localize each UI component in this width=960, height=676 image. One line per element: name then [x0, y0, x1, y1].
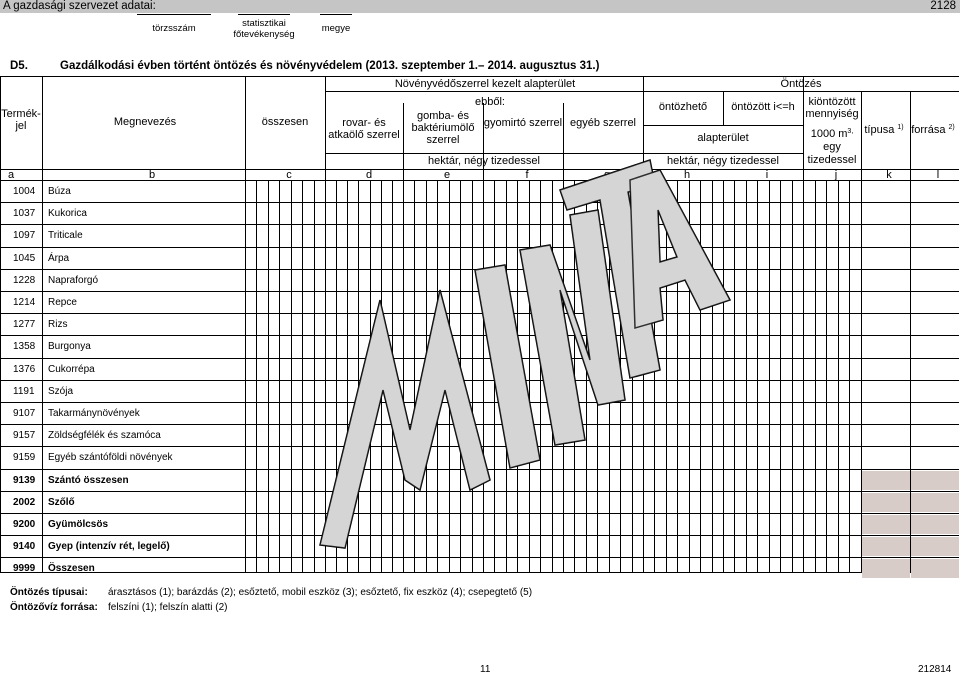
row-name: Cukorrépa [48, 364, 95, 375]
row-code: 9139 [13, 475, 36, 486]
row-code: 9107 [13, 408, 36, 419]
header-of-which: ebből: [475, 96, 505, 108]
header-irrigated: öntözött i<=h [731, 101, 795, 113]
row-name: Gyümölcsös [48, 519, 109, 530]
row-name: Szója [48, 386, 74, 397]
header-water-amount: kiöntözött mennyiség [805, 96, 859, 120]
row-name: Repce [48, 297, 77, 308]
header-irrigation-group: Öntözés [780, 78, 822, 90]
row-code: 9200 [13, 519, 36, 530]
row-code: 1004 [13, 186, 36, 197]
header-irrigation-unit: hektár, négy tizedessel [667, 155, 779, 167]
header-type: típusa $^{1)}$ [864, 124, 904, 136]
row-code: 9157 [13, 430, 36, 441]
row-code: 9999 [13, 563, 36, 574]
column-letter: c [286, 169, 292, 181]
row-name: Takarmánynövények [48, 408, 140, 419]
column-letter: b [148, 169, 156, 181]
header-irrigable: öntözhető [658, 101, 708, 113]
row-name: Zöldségfélék és szamóca [48, 430, 161, 441]
row-code: 1228 [13, 275, 36, 286]
header-total: összesen [261, 116, 309, 128]
column-letter: a [7, 169, 15, 181]
row-name: Napraforgó [48, 275, 99, 286]
header-area: alapterület [697, 132, 749, 144]
field-label-megye: megye [321, 23, 351, 34]
header-water-unit-2: egy [823, 141, 841, 153]
page-number: 11 [480, 664, 491, 675]
form-code: 212814 [918, 664, 952, 675]
row-code: 1214 [13, 297, 36, 308]
header-fungus: gomba- és baktériumölő szerrel [411, 110, 475, 146]
header-pest-group: Növényvédőszerrel kezelt alapterület [394, 78, 576, 90]
header-weed: gyomirtó szerrel [483, 117, 563, 129]
row-name: Szőlő [48, 497, 75, 508]
row-code: 1037 [13, 208, 36, 219]
row-code: 1097 [13, 230, 36, 241]
field-label-torzsszam: törzsszám [152, 23, 196, 34]
row-code: 1277 [13, 319, 36, 330]
row-code: 9140 [13, 541, 36, 552]
column-letter: i [765, 169, 769, 181]
page-code: 2128 [930, 0, 956, 12]
row-code: 9159 [13, 452, 36, 463]
header-other: egyéb szerrel [569, 117, 637, 129]
column-letter: d [365, 169, 373, 181]
header-pest-unit: hektár, négy tizedessel [428, 155, 540, 167]
row-name: Egyéb szántóföldi növények [48, 452, 173, 463]
row-name: Árpa [48, 253, 70, 264]
header-product-code: Termék-jel [1, 108, 41, 132]
column-letter: l [936, 169, 940, 181]
legend-irrigation-text: árasztásos (1); barázdás (2); esőztető, mobil eszköz (3); esőztető, fix eszköz (4); csepegtető (5) [108, 587, 533, 598]
row-name: Szántó összesen [48, 475, 129, 486]
column-letter: j [834, 169, 838, 181]
row-code: 1045 [13, 253, 36, 264]
row-name: Triticale [48, 230, 83, 241]
header-water-unit-3: tizedessel [807, 154, 857, 166]
header-source: forrása $^{2)}$ [911, 124, 955, 136]
row-code: 1358 [13, 341, 36, 352]
row-name: Összesen [48, 563, 95, 574]
org-data-label: A gazdasági szervezet adatai: [3, 0, 156, 12]
row-name: Kukorica [48, 208, 87, 219]
row-code: 2002 [13, 497, 36, 508]
row-name: Búza [48, 186, 71, 197]
column-letter: f [525, 169, 529, 181]
legend-source-label: Öntözővíz forrása: [10, 602, 98, 613]
row-code: 1376 [13, 364, 36, 375]
header-water-unit: 1000 $m^{3,}$ [810, 128, 854, 140]
column-letter: k [886, 169, 892, 181]
legend-source-text: felszíni (1); felszín alatti (2) [108, 602, 228, 613]
field-label-fotevekenyseg: statisztikai főtevékenység [233, 18, 295, 40]
watermark-text: MINTA [0, 0, 4, 1]
column-letter: h [683, 169, 691, 181]
header-insect: rovar- és atkaölő szerrel [328, 117, 400, 141]
legend-irrigation-label: Öntözés típusai: [10, 587, 88, 598]
section-title: Gazdálkodási évben történt öntözés és növényvédelem (2013. szeptember 1.– 2014. augusztus 31.) [60, 60, 600, 72]
row-name: Rizs [48, 319, 68, 330]
row-name: Burgonya [48, 341, 91, 352]
column-letter: e [443, 169, 451, 181]
header-name: Megnevezés [113, 116, 177, 128]
section-code: D5. [10, 60, 28, 72]
row-name: Gyep (intenzív rét, legelő) [48, 541, 170, 552]
row-code: 1191 [13, 386, 35, 397]
